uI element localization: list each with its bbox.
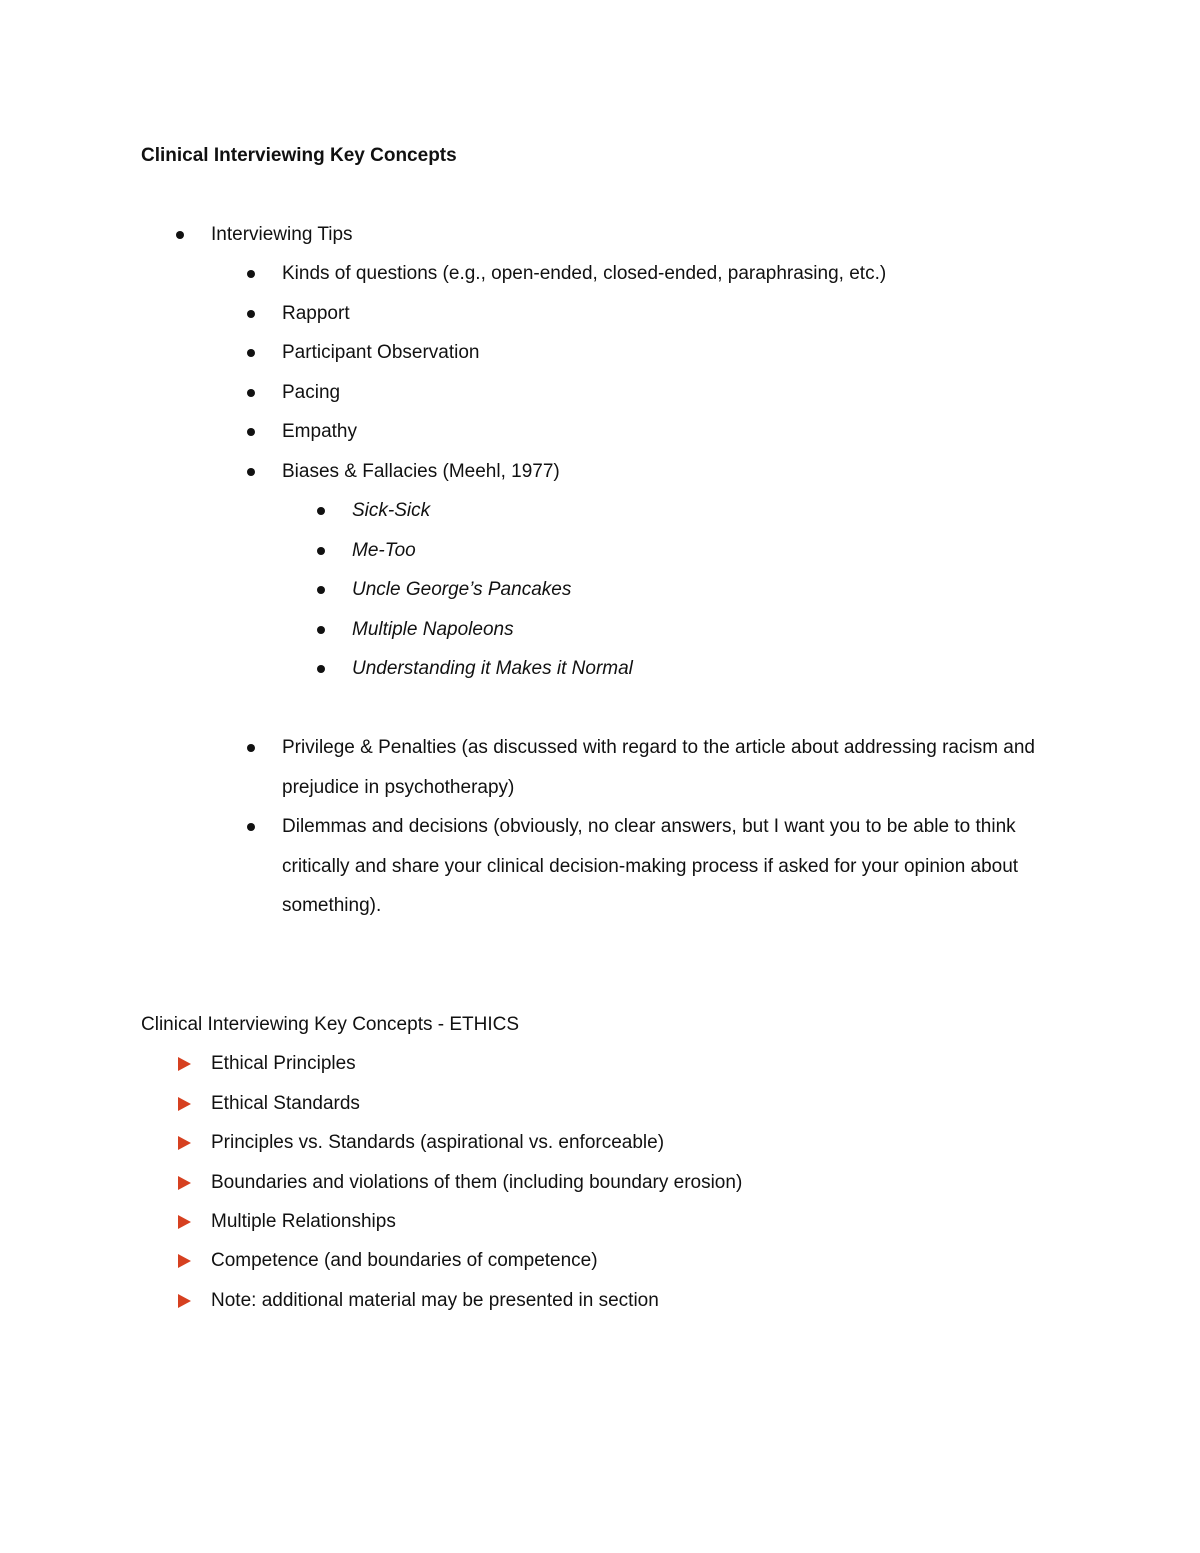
- section-title: Clinical Interviewing Key Concepts: [141, 145, 457, 166]
- bullet-icon: [247, 823, 255, 831]
- bullet-icon: [247, 468, 255, 476]
- list-item: Sick-Sick: [352, 500, 431, 521]
- list-item-continuation: prejudice in psychotherapy): [282, 777, 515, 798]
- bullet-icon: [317, 665, 325, 673]
- bullet-icon: [317, 507, 325, 515]
- list-item: Uncle George’s Pancakes: [352, 579, 572, 600]
- bullet-icon: [317, 586, 325, 594]
- list-item: Competence (and boundaries of competence): [211, 1250, 598, 1271]
- list-item: Note: additional material may be presented in section: [211, 1290, 659, 1311]
- list-item: Understanding it Makes it Normal: [352, 658, 633, 679]
- bullet-icon: [247, 349, 255, 357]
- arrow-bullet-icon: [178, 1097, 191, 1111]
- section-title: Clinical Interviewing Key Concepts - ETHICS: [141, 1014, 520, 1035]
- arrow-bullet-icon: [178, 1294, 191, 1308]
- arrow-bullet-icon: [178, 1254, 191, 1268]
- list-item-continuation: critically and share your clinical decision-making process if asked for your opinion about: [282, 856, 1019, 877]
- list-item: Kinds of questions (e.g., open-ended, closed-ended, paraphrasing, etc.): [282, 263, 887, 284]
- bullet-icon: [247, 389, 255, 397]
- list-item: Empathy: [282, 421, 357, 442]
- arrow-bullet-icon: [178, 1215, 191, 1229]
- list-item: Rapport: [282, 303, 350, 324]
- bullet-icon: [317, 626, 325, 634]
- bullet-icon: [247, 310, 255, 318]
- bullet-icon: [176, 231, 184, 239]
- list-item: Dilemmas and decisions (obviously, no clear answers, but I want you to be able to think: [282, 816, 1016, 837]
- arrow-bullet-icon: [178, 1176, 191, 1190]
- list-item: Boundaries and violations of them (including boundary erosion): [211, 1172, 743, 1193]
- list-item: Principles vs. Standards (aspirational vs. enforceable): [211, 1132, 665, 1153]
- list-item: Ethical Standards: [211, 1093, 360, 1114]
- list-item: Pacing: [282, 382, 341, 403]
- arrow-bullet-icon: [178, 1136, 191, 1150]
- list-item: Privilege & Penalties (as discussed with regard to the article about addressing racism and: [282, 737, 1035, 758]
- list-item: Multiple Relationships: [211, 1211, 396, 1232]
- list-item: Ethical Principles: [211, 1053, 356, 1074]
- bullet-icon: [247, 270, 255, 278]
- bullet-icon: [247, 744, 255, 752]
- list-item: Multiple Napoleons: [352, 619, 514, 640]
- list-item: Me-Too: [352, 540, 416, 561]
- arrow-bullet-icon: [178, 1057, 191, 1071]
- list-item: Interviewing Tips: [211, 224, 353, 245]
- bullet-icon: [247, 428, 255, 436]
- bullet-icon: [317, 547, 325, 555]
- list-item-continuation: something).: [282, 895, 382, 916]
- list-item: Biases & Fallacies (Meehl, 1977): [282, 461, 560, 482]
- list-item: Participant Observation: [282, 342, 480, 363]
